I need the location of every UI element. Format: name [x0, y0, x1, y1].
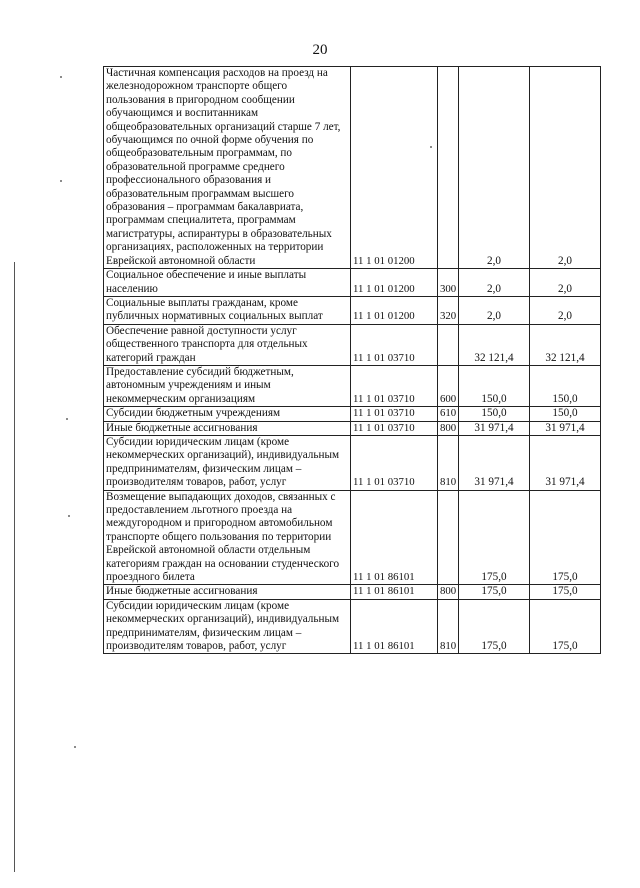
target-article-code-cell: 11 1 01 86101 [351, 490, 438, 585]
amount-year-2-cell: 31 971,4 [530, 421, 601, 435]
amount-year-2-cell: 150,0 [530, 365, 601, 406]
target-article-code-cell: 11 1 01 03710 [351, 421, 438, 435]
target-article-code-cell: 11 1 01 86101 [351, 585, 438, 599]
row-name-cell: Иные бюджетные ассигнования [104, 585, 351, 599]
table-row [104, 421, 601, 435]
table-row [104, 324, 601, 365]
table-row [104, 490, 601, 585]
table-row [104, 599, 601, 654]
budget-table-body [104, 67, 601, 654]
scan-speck [60, 76, 62, 78]
expense-type-cell: 300 [438, 269, 459, 297]
expense-type-cell: 810 [438, 599, 459, 654]
amount-year-1-cell: 150,0 [459, 365, 530, 406]
amount-year-2-cell: 175,0 [530, 490, 601, 585]
expense-type-cell [438, 324, 459, 365]
row-name-cell: Предоставление субсидий бюджетным, автономным учреждениям и иным некоммерческим организациям [104, 365, 351, 406]
table-row [104, 365, 601, 406]
amount-year-1-cell: 2,0 [459, 269, 530, 297]
expense-type-cell: 610 [438, 407, 459, 421]
amount-year-1-cell: 31 971,4 [459, 421, 530, 435]
target-article-code-cell: 11 1 01 03710 [351, 435, 438, 490]
amount-year-2-cell: 2,0 [530, 269, 601, 297]
row-name-cell: Частичная компенсация расходов на проезд на железнодорожном транспорте общего пользования в пригородном сообщении обучающимся и воспитанникам общеобразовательных организаций старше 7 лет, обучающимся по очной форме обучения по общеобразовательным программам, по образовательной программе среднего профессионального образования и образовательным программам высшего образования – программам бакалавриата, программам специалитета, программам магистратуры, аспирантуры в образовательных организациях, расположенных на территории Еврейской автономной области [104, 67, 351, 269]
amount-year-2-cell: 150,0 [530, 407, 601, 421]
amount-year-2-cell: 175,0 [530, 599, 601, 654]
table-row [104, 407, 601, 421]
target-article-code-cell: 11 1 01 03710 [351, 324, 438, 365]
expense-type-cell: 800 [438, 585, 459, 599]
expense-type-cell: 800 [438, 421, 459, 435]
expense-type-cell: 600 [438, 365, 459, 406]
amount-year-1-cell: 32 121,4 [459, 324, 530, 365]
page-number: 20 [312, 42, 328, 58]
amount-year-1-cell: 31 971,4 [459, 435, 530, 490]
table-row [104, 269, 601, 297]
row-name-cell: Субсидии юридическим лицам (кроме некоммерческих организаций), индивидуальным предпринимателям, физическим лицам – производителям товаров, работ, услуг [104, 435, 351, 490]
row-name-cell: Социальное обеспечение и иные выплаты населению [104, 269, 351, 297]
amount-year-1-cell: 2,0 [459, 67, 530, 269]
amount-year-1-cell: 175,0 [459, 585, 530, 599]
row-name-cell: Социальные выплаты гражданам, кроме публичных нормативных социальных выплат [104, 296, 351, 324]
table-row [104, 67, 601, 269]
target-article-code-cell: 11 1 01 03710 [351, 407, 438, 421]
amount-year-1-cell: 150,0 [459, 407, 530, 421]
scan-speck [74, 746, 76, 748]
amount-year-2-cell: 32 121,4 [530, 324, 601, 365]
expense-type-cell [438, 67, 459, 269]
budget-table [103, 66, 601, 654]
amount-year-1-cell: 175,0 [459, 490, 530, 585]
row-name-cell: Иные бюджетные ассигнования [104, 421, 351, 435]
expense-type-cell [438, 490, 459, 585]
expense-type-cell: 320 [438, 296, 459, 324]
row-name-cell: Субсидии юридическим лицам (кроме некоммерческих организаций), индивидуальным предпринимателям, физическим лицам – производителям товаров, работ, услуг [104, 599, 351, 654]
target-article-code-cell: 11 1 01 01200 [351, 269, 438, 297]
target-article-code-cell: 11 1 01 86101 [351, 599, 438, 654]
margin-line [14, 262, 15, 872]
amount-year-2-cell: 2,0 [530, 296, 601, 324]
scan-speck [60, 180, 62, 182]
scan-speck [68, 515, 70, 517]
amount-year-1-cell: 175,0 [459, 599, 530, 654]
amount-year-1-cell: 2,0 [459, 296, 530, 324]
row-name-cell: Субсидии бюджетным учреждениям [104, 407, 351, 421]
row-name-cell: Обеспечение равной доступности услуг общественного транспорта для отдельных категорий граждан [104, 324, 351, 365]
target-article-code-cell: 11 1 01 03710 [351, 365, 438, 406]
amount-year-2-cell: 31 971,4 [530, 435, 601, 490]
target-article-code-cell: 11 1 01 01200 [351, 67, 438, 269]
row-name-cell: Возмещение выпадающих доходов, связанных с предоставлением льготного проезда на междугородном и пригородном автомобильном транспорте общего пользования по территории Еврейской автономной области отдельным категориям граждан на основании студенческого проездного билета [104, 490, 351, 585]
amount-year-2-cell: 2,0 [530, 67, 601, 269]
expense-type-cell: 810 [438, 435, 459, 490]
target-article-code-cell: 11 1 01 01200 [351, 296, 438, 324]
table-row [104, 296, 601, 324]
table-row [104, 435, 601, 490]
table-row [104, 585, 601, 599]
scan-speck [66, 418, 68, 420]
amount-year-2-cell: 175,0 [530, 585, 601, 599]
